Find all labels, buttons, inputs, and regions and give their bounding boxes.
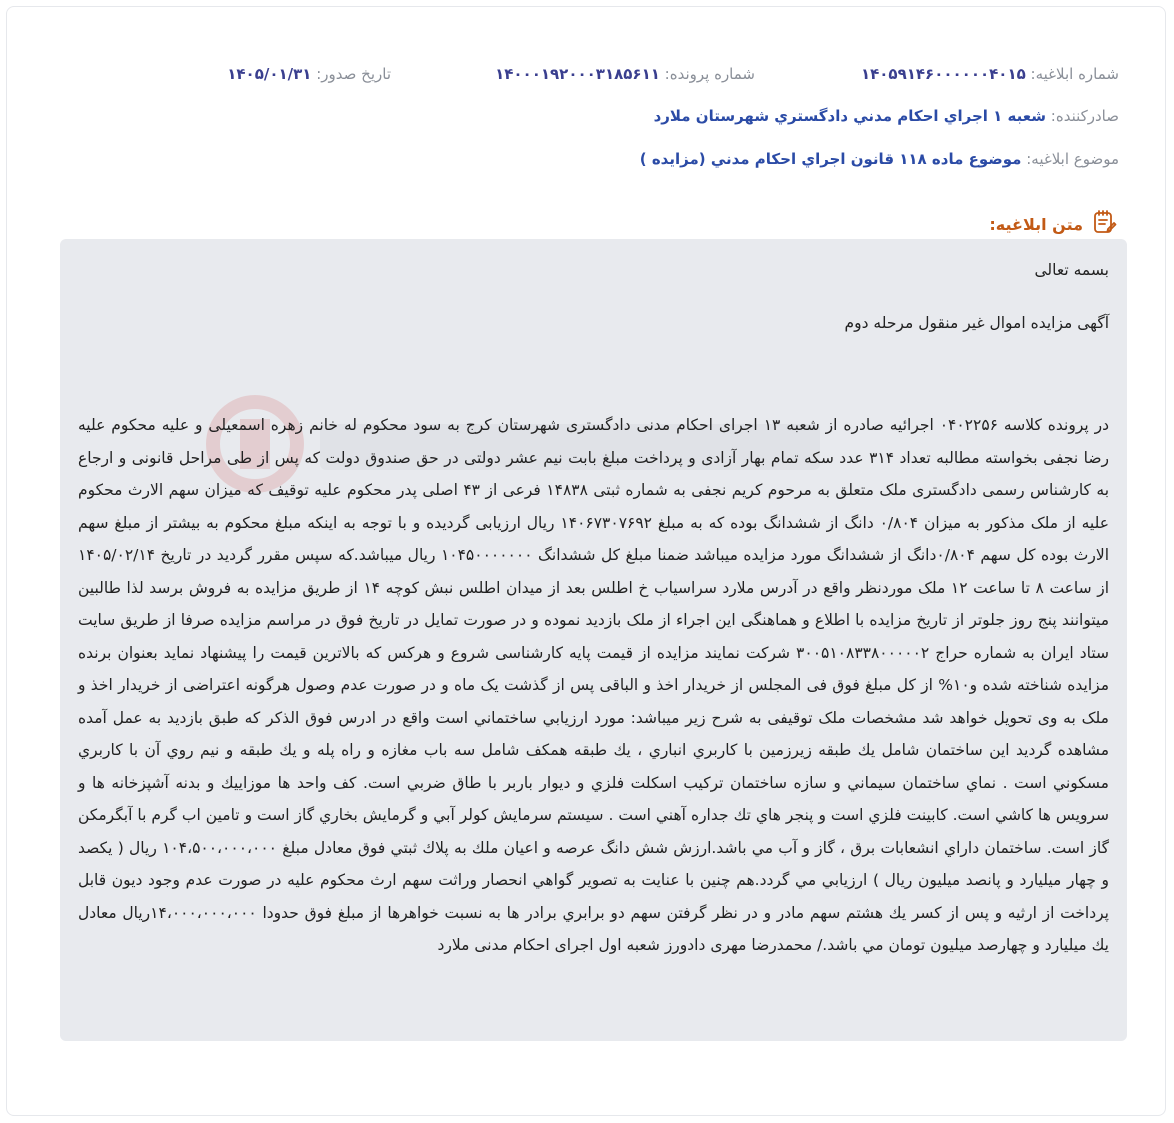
notice-text-title: متن ابلاغیه:: [989, 214, 1083, 234]
notice-number-label: شماره ابلاغیه:: [1030, 65, 1119, 83]
notice-number: [861, 65, 1119, 83]
notice-number-value: ۱۴۰۵۹۱۴۶۰۰۰۰۰۰۴۰۱۵: [860, 65, 1026, 83]
subject-label: موضوع ابلاغیه:: [1026, 150, 1119, 168]
case-number: [495, 65, 755, 83]
notice-meta-row: [67, 65, 1119, 89]
issue-date-label: تاریخ صدور:: [316, 65, 391, 83]
notice-body-paragraph: در پرونده کلاسه ۰۴۰۲۲۵۶ اجرائیه صادره از شعبه ۱۳ اجرای احکام مدنی دادگستری شهرستان کرج به سود محکوم له خانم زهره اسمعیلی و علیه محکوم علیه رضا نجفی بخواسته مطالبه تعداد ۳۱۴ عدد سکه تمام بهار آزادی و پرداخت مبلغ بابت نیم عشر دولتی در حق صندوق دولت که پس از طی مراحل قانونی و ارجاع به کارشناس رسمی دادگستری ملک متعلق به مرحوم کریم نجفی به شماره ثبتی ۱۴۸۳۸ فرعی از ۴۳ اصلی پدر محکوم علیه توقیف که میزان سهم الارث محکوم علیه از ملک مذکور به میزان ۰/۸۰۴ دانگ از ششدانگ بوده که به مبلغ ۱۴۰۶۷۳۰۷۶۹۲ ریال ارزیابی گردیده و با توجه به اینکه مبلغ محکوم به بیشتر از مبلغ سهم الارث بوده کل سهم ۰/۸۰۴دانگ از ششدانگ مورد مزایده میباشد ضمنا مبلغ کل ششدانگ ۱۰۴۵۰۰۰۰۰۰۰ ریال میباشد.که سپس مقرر گردید در تاریخ ۱۴۰۵/۰۲/۱۴ از ساعت ۸ تا ساعت ۱۲ ملک موردنظر واقع در آدرس ملارد سراسیاب خ اطلس بعد از میدان اطلس نبش کوچه ۱۴ از طریق مزایده به فروش برسد لذا طالبین میتوانند پنج روز جلوتر از تاریخ مزایده با اطلاع و هماهنگی این اجراء از ملک بازدید نموده و در صورت تمایل در تاریخ فوق در مراسم مزایده صرفا از طریق سایت ستاد ایران به شماره حراج ۳۰۰۵۱۰۸۳۳۸۰۰۰۰۰۲ شرکت نمایند مزایده از قیمت پایه کارشناسی شروع و هرکس که بالاترین قیمت را پیشنهاد نماید بعنوان برنده مزایده شناخته شده و۱۰% از کل مبلغ فوق فی المجلس از خریدار اخذ و الباقی پس از گذشت یک ماه و در صورت عدم وصول هرگونه اعتراضی از خریدار اخذ و ملک به وی تحویل خواهد شد مشخصات ملک توقیفی به شرح زیر میباشد: مورد ارزيابي ساختماني است واقع در ادرس فوق الذکر كه طبق بازديد به عمل آمده مشاهده گرديد اين ساختمان شامل يك طبقه زيرزمين با كاربري انباري ، يك طبقه همكف شامل سه باب مغازه و راه پله و يك طبقه و نيم روي آن با كاربري مسكوني است . نماي ساختمان سيماني و سازه ساختمان تركيب اسكلت فلزي و ديوار باربر با طاق ضربي است. كف واحد ها موزاييك و بدنه آشپزخانه ها و سرويس ها كاشي است. كابينت فلزي است و پنجر هاي تك جداره آهني است . سيستم سرمايش كولر آبي و گرمايش بخاري گاز است و تامين اب گرم با آبگرمكن گاز است. ساختمان داراي انشعابات برق ، گاز و آب مي باشد.ارزش شش دانگ عرصه و اعيان ملك به پلاك ثبتي فوق معادل مبلغ ۱۰۴،۵۰۰،۰۰۰،۰۰۰ ريال ( يكصد و چهار ميليارد و پانصد ميليون ريال ) ارزيابي مي گردد.هم چنين با عنايت به تصوير گواهي انحصار وراثت سهم ارث محكوم عليه در صورت عدم وجود ديون قابل پرداخت از ارثيه و پس از كسر يك هشتم سهم مادر و در نظر گرفتن سهم دو برابري برادر ها به نسبت خواهرها از مبلغ فوق حدودا ۱۴،۰۰۰،۰۰۰،۰۰۰ريال معادل يك ميليارد و چهارصد ميليون تومان مي باشد./ محمدرضا مهری دادورز شعبه اول اجرای احکام مدنی ملارد: [78, 416, 1110, 954]
notice-text-box: [60, 239, 1127, 1041]
notice-headline: آگهی مزایده اموال غیر منقول مرحله دوم: [844, 314, 1109, 332]
issuer-value: شعبه ۱ اجراي احكام مدني دادگستري شهرستان ملارد: [653, 107, 1046, 125]
issue-date: [227, 65, 391, 83]
issuer-label: صادرکننده:: [1050, 107, 1119, 125]
case-number-label: شماره پرونده:: [664, 65, 755, 83]
issuer-row: [654, 107, 1119, 125]
case-number-value: ۱۴۰۰۰۱۹۲۰۰۰۳۱۸۵۶۱۱: [495, 65, 660, 83]
notice-opening-line: بسمه تعالی: [1034, 261, 1109, 279]
notice-text-heading: [989, 209, 1117, 239]
subject-row: [640, 150, 1119, 168]
document-text-icon: [1091, 209, 1117, 239]
issue-date-value: ۱۴۰۵/۰۱/۳۱: [227, 65, 312, 83]
subject-value: موضوع ماده ۱۱۸ قانون اجراي احكام مدني (مزايده ): [639, 150, 1022, 168]
